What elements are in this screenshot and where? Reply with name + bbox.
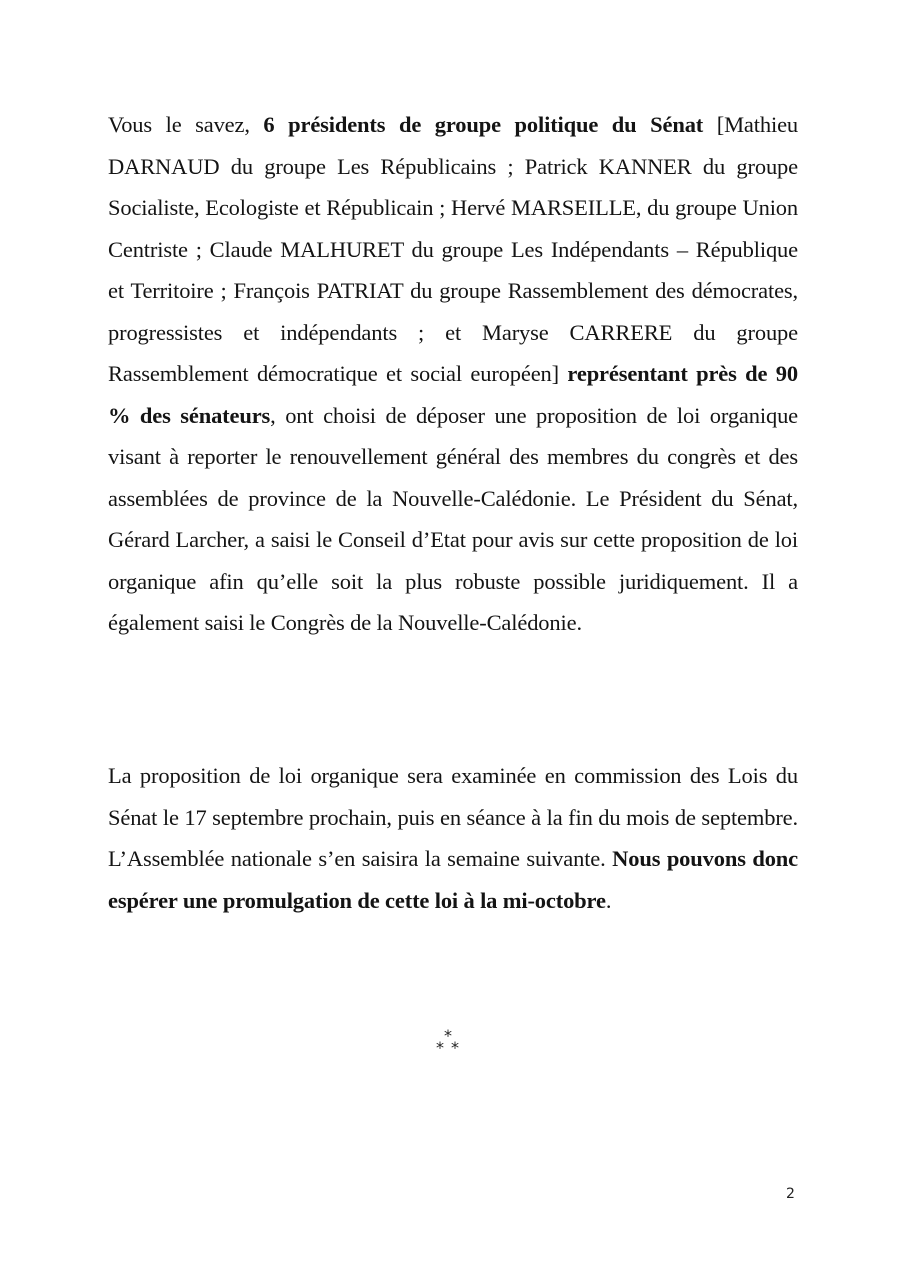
text-run: . (605, 887, 612, 913)
bold-text-run: Nous pouvons donc espérer une promulgation de cette loi à la mi-octobre (108, 846, 798, 913)
bold-text-run: 6 présidents de groupe politique du Sénat (263, 112, 704, 137)
bold-text-run: représentant près de 90 % des sénateurs (108, 361, 799, 428)
asterism-separator (420, 1026, 480, 1066)
asterisk-icon: * (444, 1026, 452, 1045)
text-run: [Mathieu DARNAUD du groupe Les Républicains ; Patrick KANNER du groupe Socialiste, Ecologiste et Républicain ; Hervé MARSEILLE, du groupe Union Centriste ; Claude MALHURET du groupe Les Indépendants – République et Territoire ; François PATRIAT du groupe Rassemblement des démocrates, progressistes et indépendants ; et Maryse CARRERE du groupe Rassemblement démocratique et social européen] (108, 112, 799, 386)
paragraph-senate-groups (108, 104, 798, 644)
text-run: La proposition de loi organique sera examinée en commission des Lois du Sénat le 17 septembre prochain, puis en séance à la fin du mois de septembre. L’Assemblée nationale s’en saisira la semaine suivante. (108, 763, 798, 871)
page-number: 2 (786, 1186, 795, 1202)
text-run: , ont choisi de déposer une proposition de loi organique visant à reporter le renouvellement général des membres du congrès et des assemblées de province de la Nouvelle-Calédonie. Le Président du Sénat, Gérard Larcher, a saisi le Conseil d’Etat pour avis sur cette proposition de loi organique afin qu’elle soit la plus robuste possible juridiquement. Il a également saisi le Congrès de la Nouvelle-Calédonie. (108, 402, 799, 635)
asterisk-icon: * (436, 1038, 444, 1057)
paragraph-schedule (108, 755, 798, 921)
asterisk-icon: * (451, 1038, 459, 1057)
text-run: Vous le savez, (108, 112, 264, 137)
